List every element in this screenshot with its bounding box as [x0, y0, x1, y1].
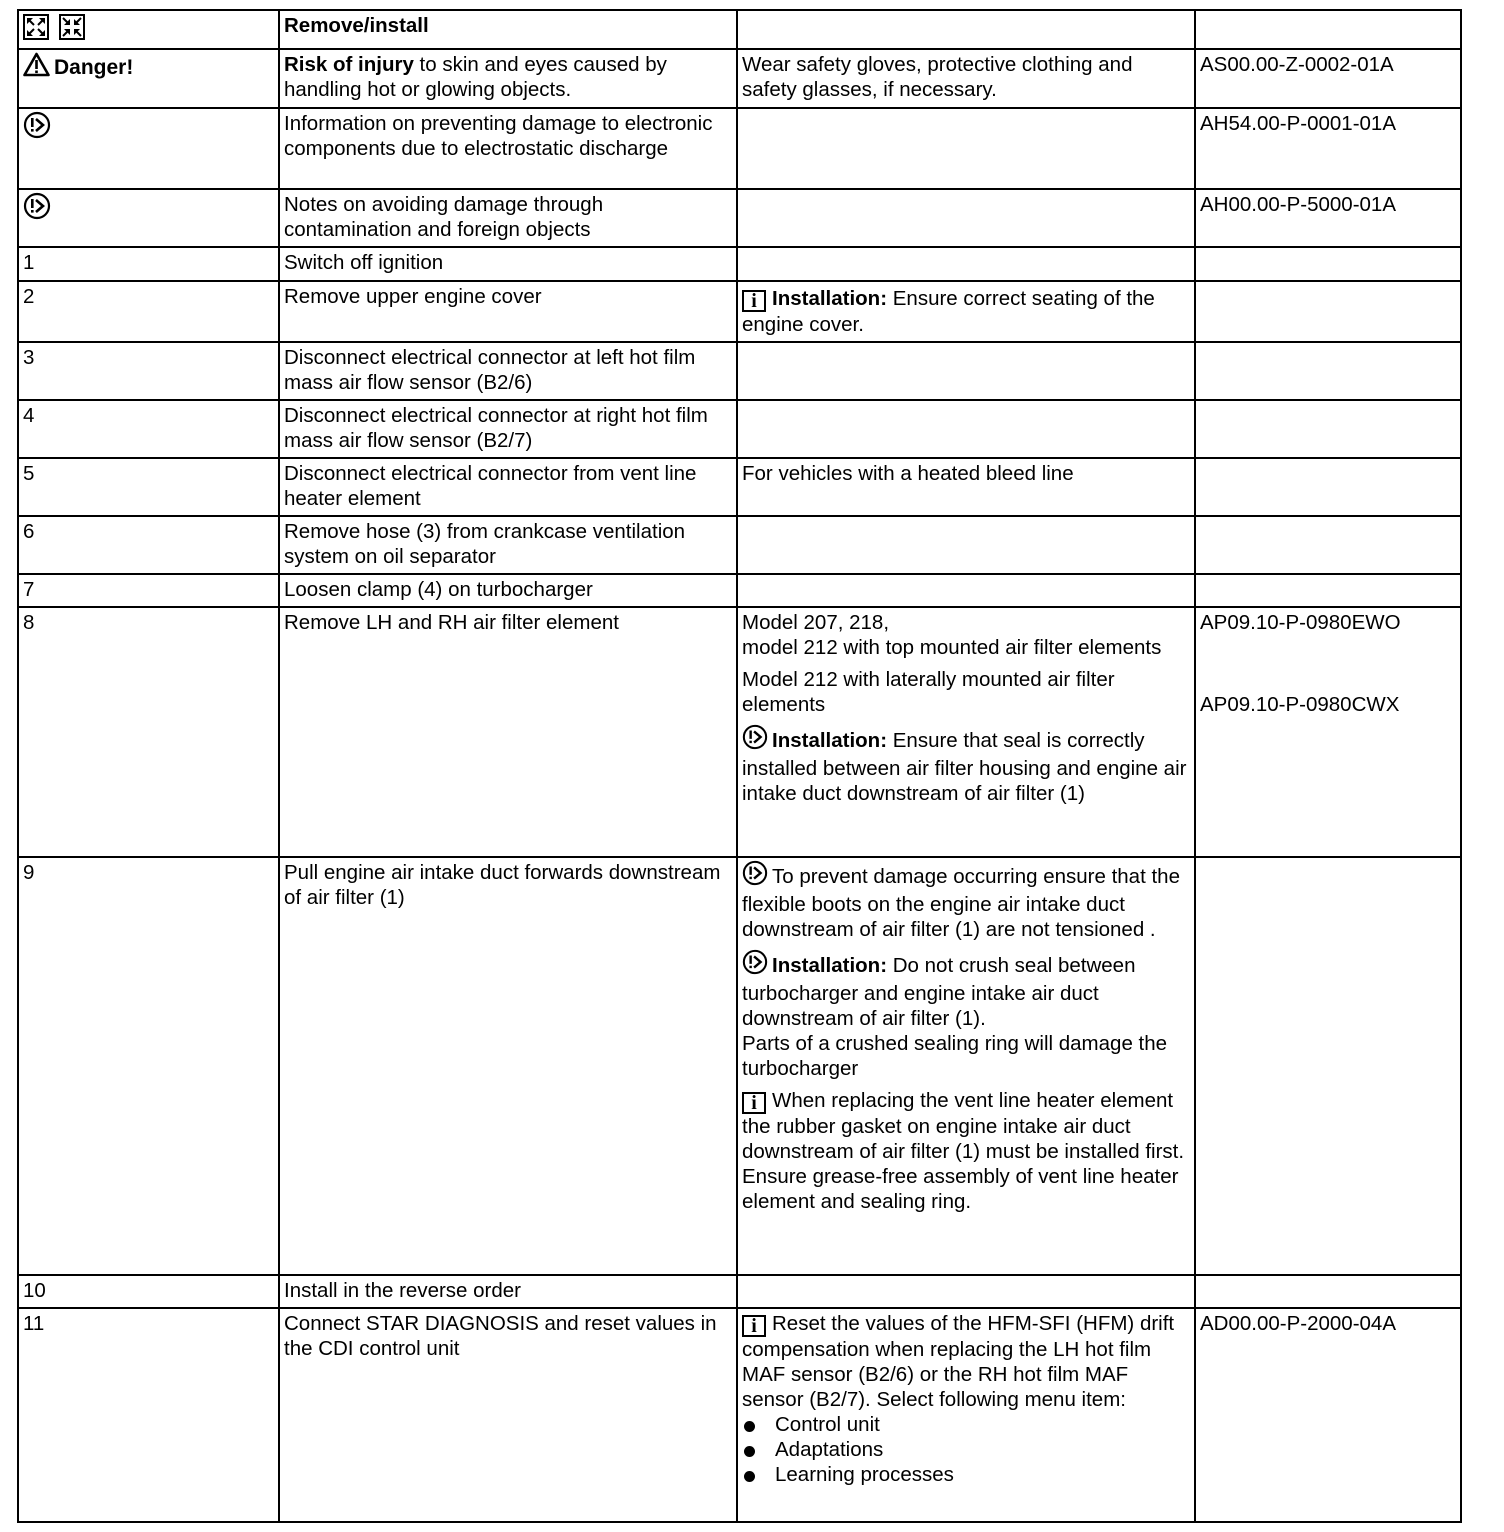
esd-text-cell [279, 108, 737, 189]
step-text-cell [279, 1275, 737, 1308]
step-note-cell [737, 574, 1195, 607]
step-row [18, 607, 1461, 857]
step-text-cell [279, 574, 737, 607]
step-text: Pull engine air intake duct forwards downstream of air filter (1) [284, 861, 721, 909]
step-note-a: To prevent damage occurring ensure that the flexible boots on the engine air intake duct downstream of air filter (1) are not tensioned . [742, 860, 1189, 942]
step-text: Loosen clamp (4) on turbocharger [284, 578, 593, 601]
header-row [18, 10, 1461, 49]
contamination-ref-cell [1195, 189, 1461, 247]
step-number [18, 516, 279, 574]
step-text-cell [279, 458, 737, 516]
step-note: For vehicles with a heated bleed line [742, 462, 1074, 485]
page-title: Remove/install [284, 14, 429, 37]
safety-row-danger [18, 49, 1461, 108]
step-number-text: 11 [23, 1312, 45, 1335]
step-text: Remove LH and RH air filter element [284, 611, 619, 634]
step-number [18, 342, 279, 400]
step-row [18, 1275, 1461, 1308]
safety-row-esd [18, 108, 1461, 189]
step-ref-b[interactable]: AP09.10-P-0980CWX [1200, 693, 1400, 716]
esd-icon-cell [18, 108, 279, 189]
step-number [18, 607, 279, 857]
collapse-icon[interactable] [59, 14, 85, 46]
step-ref-a[interactable]: AP09.10-P-0980EWO [1200, 611, 1401, 634]
step-number-text: 8 [23, 611, 35, 634]
step-note-cell [737, 247, 1195, 281]
step-note-cell [737, 857, 1195, 1275]
esd-text: Information on preventing damage to electronic components due to electrostatic discharge [284, 112, 713, 160]
step-text-cell [279, 281, 737, 342]
step-text-cell [279, 400, 737, 458]
step-number [18, 458, 279, 516]
step-text: Remove hose (3) from crankcase ventilation system on oil separator [284, 520, 686, 568]
step-note-b: Model 212 with laterally mounted air filter elements [742, 668, 1115, 716]
danger-text-bold: Risk of injury [284, 53, 414, 76]
step-number [18, 1275, 279, 1308]
step-number [18, 574, 279, 607]
step-text: Disconnect electrical connector at left hot film mass air flow sensor (B2/6) [284, 346, 696, 394]
step-row [18, 1308, 1461, 1522]
contamination-text-cell [279, 189, 737, 247]
danger-text: to skin and eyes caused by handling hot or glowing objects. [284, 53, 667, 101]
step-ref-cell [1195, 400, 1461, 458]
danger-note: Wear safety gloves, protective clothing and safety glasses, if necessary. [742, 53, 1133, 101]
caution-notice-icon [23, 192, 51, 226]
danger-label-cell [18, 49, 279, 108]
step-note-cell [737, 1308, 1195, 1522]
info-icon: i [742, 1092, 766, 1114]
step-text-cell [279, 342, 737, 400]
list-item: Adaptations [742, 1437, 1192, 1462]
step-note-c: i When replacing the vent line heater element the rubber gasket on engine intake air duct downstream of air filter (1) must be installed first. Ensure grease-free assembly of vent line heater element and sealing ring. [742, 1089, 1185, 1213]
esd-ref-cell [1195, 108, 1461, 189]
step-number [18, 400, 279, 458]
installation-label: Installation: [772, 729, 888, 752]
esd-ref-link[interactable]: AH54.00-P-0001-01A [1200, 112, 1397, 135]
step-note-b: Installation: Do not crush seal between turbocharger and engine intake air duct downstream of air filter (1). Parts of a crushed sealing ring will damage the turbocharger [742, 949, 1189, 1081]
step-row [18, 342, 1461, 400]
caution-notice-icon [742, 860, 768, 892]
step-note-cell [737, 400, 1195, 458]
step-note-a: Model 207, 218, model 212 with top mounted air filter elements [742, 611, 1162, 659]
step-number-text: 4 [23, 404, 35, 427]
step-text: Disconnect electrical connector at right hot film mass air flow sensor (B2/7) [284, 404, 708, 452]
header-empty-4 [1195, 10, 1461, 49]
step-number-text: 9 [23, 861, 35, 884]
header-icons [18, 10, 279, 49]
caution-notice-icon [742, 724, 768, 756]
step-ref-cell [1195, 607, 1461, 857]
danger-text-cell [279, 49, 737, 108]
step-ref-cell [1195, 516, 1461, 574]
step-ref-cell [1195, 574, 1461, 607]
step-note-cell [737, 516, 1195, 574]
step-text: Connect STAR DIAGNOSIS and reset values in the CDI control unit [284, 1312, 717, 1360]
step-text-cell [279, 607, 737, 857]
step-text-cell [279, 1308, 737, 1522]
step-note: Ensure correct seating of the engine cover. [742, 287, 1155, 336]
step-row [18, 574, 1461, 607]
step-text-cell [279, 857, 737, 1275]
contamination-icon-cell [18, 189, 279, 247]
danger-ref-link[interactable]: AS00.00-Z-0002-01A [1200, 53, 1394, 76]
step-row [18, 458, 1461, 516]
step-number-text: 7 [23, 578, 35, 601]
step-text: Disconnect electrical connector from vent line heater element [284, 462, 697, 510]
step-note-cell [737, 607, 1195, 857]
installation-label: Installation: [772, 954, 888, 977]
header-title [279, 10, 737, 49]
step-note: i Reset the values of the HFM-SFI (HFM) drift compensation when replacing the LH hot film MAF sensor (B2/6) or the RH hot film MAF sensor (B2/7). Select following menu item: [742, 1312, 1175, 1411]
step-text-cell [279, 516, 737, 574]
step-note-cell [737, 342, 1195, 400]
step-number-text: 6 [23, 520, 35, 543]
installation-label: Installation: [772, 287, 888, 310]
step-text: Remove upper engine cover [284, 285, 542, 308]
step-number [18, 247, 279, 281]
list-item: Learning processes [742, 1462, 1192, 1487]
step-ref-cell [1195, 281, 1461, 342]
safety-row-contamination [18, 189, 1461, 247]
step-number-text: 1 [23, 251, 35, 274]
step-text: Install in the reverse order [284, 1279, 522, 1302]
step-ref-cell [1195, 342, 1461, 400]
step-number [18, 1308, 279, 1522]
step-row [18, 281, 1461, 342]
step-ref-cell [1195, 857, 1461, 1275]
step-number [18, 281, 279, 342]
menu-item-list [742, 1412, 1192, 1487]
step-row [18, 247, 1461, 281]
step-note-cell [737, 1275, 1195, 1308]
step-note-cell [737, 458, 1195, 516]
step-number-text: 5 [23, 462, 35, 485]
warning-triangle-icon [23, 52, 50, 83]
list-item: Control unit [742, 1412, 1192, 1437]
step-note-cell [737, 281, 1195, 342]
contamination-text: Notes on avoiding damage through contamination and foreign objects [284, 193, 604, 241]
danger-ref-cell [1195, 49, 1461, 108]
step-ref-cell [1195, 1275, 1461, 1308]
step-number-text: 10 [23, 1279, 46, 1302]
step-row [18, 516, 1461, 574]
contamination-empty [737, 189, 1195, 247]
esd-empty [737, 108, 1195, 189]
info-icon: i [742, 290, 766, 312]
step-number-text: 3 [23, 346, 35, 369]
step-text: Switch off ignition [284, 251, 444, 274]
step-row [18, 857, 1461, 1275]
contamination-ref-link[interactable]: AH00.00-P-5000-01A [1200, 193, 1397, 216]
step-ref-cell [1195, 458, 1461, 516]
step-ref-cell [1195, 247, 1461, 281]
step-text-cell [279, 247, 737, 281]
caution-notice-icon [742, 949, 768, 981]
step-row [18, 400, 1461, 458]
step-note-c: Installation: Ensure that seal is correctly installed between air filter housing and engine air intake duct downstream of air filter (1) [742, 724, 1189, 806]
step-ref-link[interactable]: AD00.00-P-2000-04A [1200, 1312, 1397, 1335]
expand-icon[interactable] [23, 14, 49, 46]
caution-notice-icon [23, 111, 51, 145]
danger-note-cell [737, 49, 1195, 108]
step-number-text: 2 [23, 285, 35, 308]
step-ref-cell [1195, 1308, 1461, 1522]
header-empty-3 [737, 10, 1195, 49]
danger-label: Danger! [54, 56, 134, 79]
step-number [18, 857, 279, 1275]
info-icon: i [742, 1315, 766, 1337]
procedure-table [17, 9, 1462, 1523]
